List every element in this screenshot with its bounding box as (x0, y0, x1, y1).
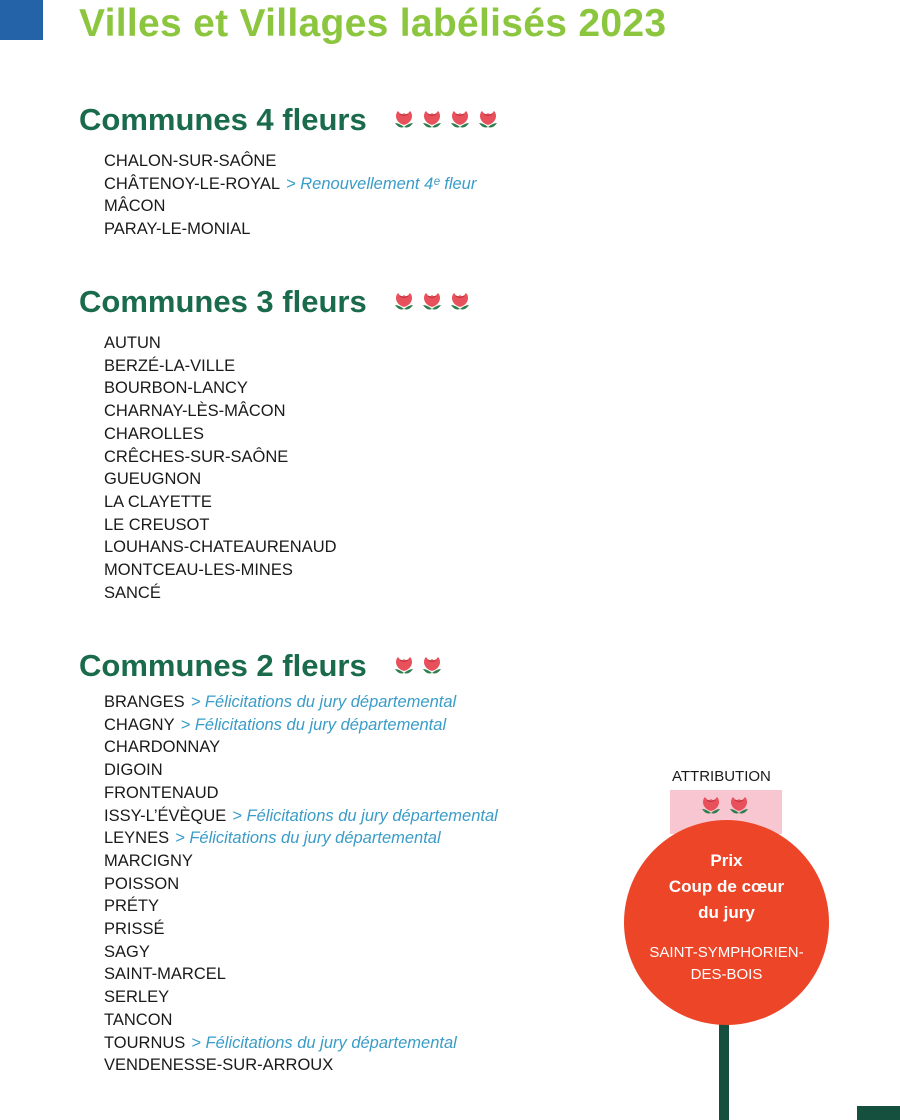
commune-name: BRANGES (104, 693, 185, 711)
commune-item (104, 918, 498, 941)
commune-item (104, 827, 498, 850)
commune-item (104, 895, 498, 918)
flower-icon (447, 290, 473, 314)
commune-item (104, 691, 498, 714)
commune-name: POISSON (104, 874, 180, 893)
commune-name: SAINT-MARCEL (104, 965, 226, 984)
section-title: Communes 4 fleurs (79, 102, 367, 137)
commune-name: BOURBON-LANCY (104, 379, 248, 398)
commune-item (104, 873, 498, 896)
commune-name: LA CLAYETTE (104, 492, 212, 511)
commune-item (104, 195, 501, 218)
prize-flower-rating (698, 794, 752, 818)
commune-name: LEYNES (104, 829, 170, 848)
commune-note: > Félicitations du jury départemental (232, 806, 498, 825)
corner-decoration-bottom (857, 1106, 900, 1120)
prize-title: Prix Coup de cœur du jury (668, 851, 785, 922)
commune-name: CHAGNY (104, 715, 175, 734)
flower-icon (447, 108, 473, 132)
commune-item (104, 986, 498, 1009)
commune-item (104, 1032, 498, 1055)
commune-name: CHALON-SUR-SAÔNE (104, 152, 277, 170)
flower-rating (391, 108, 501, 132)
commune-name: TANCON (104, 1010, 173, 1029)
flower-icon (419, 108, 445, 132)
flower-icon (391, 290, 417, 314)
commune-item (104, 963, 498, 986)
commune-item (104, 355, 473, 378)
commune-name: LE CREUSOT (104, 515, 210, 534)
section-2-fleurs (79, 646, 498, 1077)
commune-item (104, 150, 501, 173)
commune-name: LOUHANS-CHATEAURENAUD (104, 538, 337, 557)
flower-icon (419, 654, 445, 678)
commune-name: CHAROLLES (104, 424, 204, 443)
flower-icon (419, 290, 445, 314)
commune-item (104, 173, 501, 196)
commune-item (104, 446, 473, 469)
flower-icon (475, 108, 501, 132)
commune-item (104, 400, 473, 423)
commune-item (104, 941, 498, 964)
section-3-fleurs (79, 282, 473, 604)
commune-name: GUEUGNON (104, 470, 202, 489)
commune-name: DIGOIN (104, 761, 163, 780)
commune-name: AUTUN (104, 334, 161, 352)
prize-winner: SAINT-SYMPHORIEN- DES-BOIS (649, 944, 804, 983)
commune-name: SANCÉ (104, 583, 161, 602)
commune-name: CHÂTENOY-LE-ROYAL (104, 174, 281, 193)
commune-name: SAGY (104, 942, 150, 961)
commune-item (104, 1009, 498, 1032)
commune-name: SERLEY (104, 988, 170, 1007)
section-4-fleurs (79, 100, 501, 241)
corner-decoration (0, 0, 43, 40)
commune-item (104, 491, 473, 514)
commune-name: TOURNUS (104, 1033, 186, 1052)
flower-rating (391, 654, 445, 678)
commune-name: FRONTENAUD (104, 783, 219, 802)
commune-item (104, 805, 498, 828)
commune-name: CHARDONNAY (104, 738, 221, 757)
commune-name: MONTCEAU-LES-MINES (104, 561, 293, 580)
commune-item (104, 736, 498, 759)
commune-name: VENDENESSE-SUR-ARROUX (104, 1056, 334, 1075)
commune-name: PRISSÉ (104, 920, 165, 939)
commune-note: > Renouvellement 4ᵉ fleur (286, 174, 477, 193)
page-title: Villes et Villages labélisés 2023 (79, 2, 667, 45)
commune-item (104, 536, 473, 559)
commune-list (79, 332, 473, 604)
commune-note: > Félicitations du jury départemental (191, 1033, 457, 1052)
section-title: Communes 2 fleurs (79, 648, 367, 683)
flower-icon (391, 108, 417, 132)
commune-name: MÂCON (104, 197, 166, 216)
commune-note: > Félicitations du jury départemental (175, 829, 441, 848)
commune-item (104, 582, 473, 605)
commune-item (104, 468, 473, 491)
commune-name: MARCIGNY (104, 851, 193, 870)
commune-list (79, 150, 501, 241)
commune-item (104, 332, 473, 355)
commune-item (104, 377, 473, 400)
commune-item (104, 850, 498, 873)
commune-name: ISSY-L’ÉVÈQUE (104, 806, 227, 825)
commune-item (104, 423, 473, 446)
commune-note: > Félicitations du jury départemental (190, 693, 457, 711)
commune-item (104, 759, 498, 782)
flower-icon (698, 794, 724, 818)
commune-item (104, 1054, 498, 1077)
commune-item (104, 714, 498, 737)
commune-item (104, 782, 498, 805)
commune-name: PARAY-LE-MONIAL (104, 220, 251, 239)
commune-list (79, 691, 498, 1077)
commune-name: CRÊCHES-SUR-SAÔNE (104, 447, 289, 466)
section-title: Communes 3 fleurs (79, 284, 367, 319)
commune-name: BERZÉ-LA-VILLE (104, 356, 236, 375)
commune-name: PRÉTY (104, 897, 160, 916)
commune-name: CHARNAY-LÈS-MÂCON (104, 402, 286, 421)
prize-badge (624, 820, 829, 1025)
commune-item (104, 218, 501, 241)
commune-item (104, 514, 473, 537)
attribution-label: ATTRIBUTION (672, 768, 771, 785)
commune-item (104, 559, 473, 582)
flower-icon (391, 654, 417, 678)
commune-note: > Félicitations du jury départemental (180, 715, 447, 734)
flower-icon (726, 794, 752, 818)
flower-rating (391, 290, 473, 314)
